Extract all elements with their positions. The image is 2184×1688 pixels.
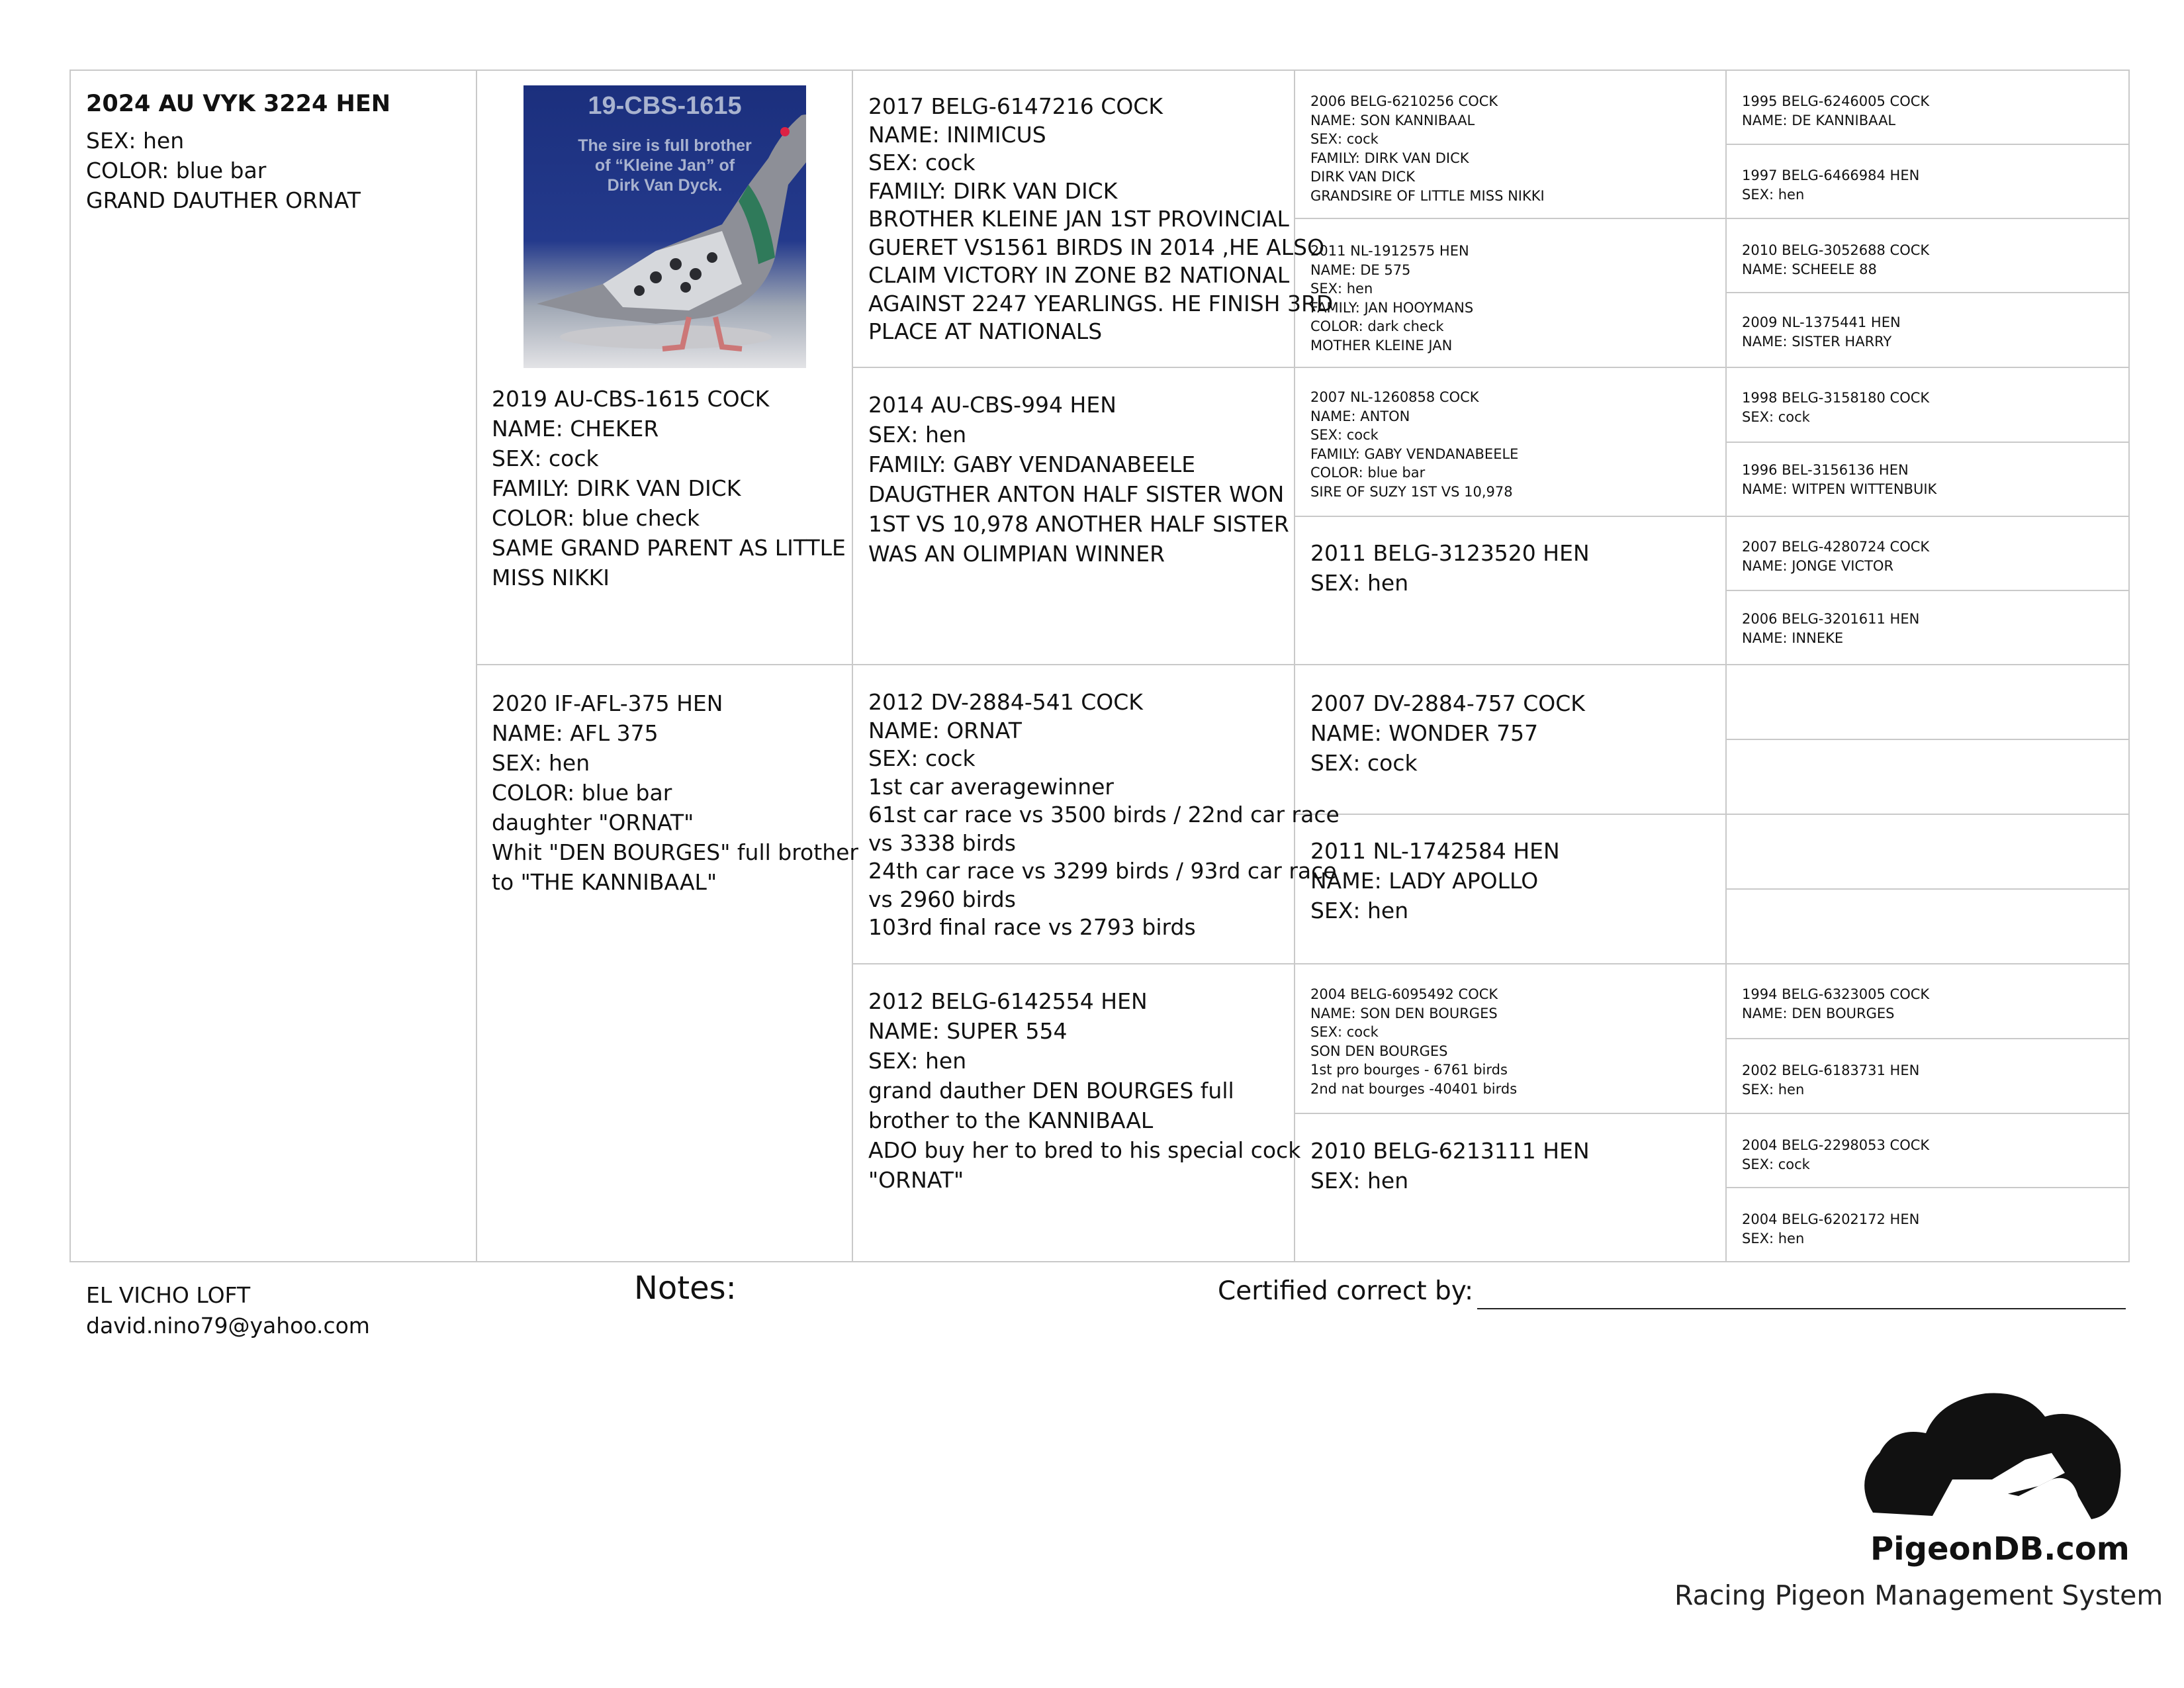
photo-caption: The sire is full brother of “Kleine Jan” of Dirk Van Dyck.: [578, 136, 752, 195]
gen4-text: 2007 BELG-4280724 COCK NAME: JONGE VICTOR: [1742, 539, 1930, 574]
gen4-text: 2009 NL-1375441 HEN NAME: SISTER HARRY: [1742, 314, 1901, 350]
gen4-cell: [1725, 739, 2130, 815]
logo-title: PigeonDB.com: [1870, 1530, 2130, 1568]
granddam-paternal-text: 2014 AU-CBS-994 HEN SEX: hen FAMILY: GABY VENDANABEELE DAUGTHER ANTON HALF SISTER WON 1ST VS 10,978 ANOTHER HALF SISTER WAS AN OLIMPIAN WINNER: [868, 392, 1289, 567]
gen4-text: 2006 BELG-3201611 HEN NAME: INNEKE: [1742, 611, 1920, 646]
pigeon-illustration: [523, 85, 806, 368]
sire-text: 2019 AU-CBS-1615 COCK NAME: CHEKER SEX: cock FAMILY: DIRK VAN DICK COLOR: blue check SAME GRAND PARENT AS LITTLE MISS NIKKI: [492, 386, 846, 590]
pigeondb-logo-icon: [1853, 1380, 2131, 1546]
signature-line: [1477, 1308, 2126, 1309]
gen4-text: 1997 BELG-6466984 HEN SEX: hen: [1742, 167, 1920, 203]
grandsire-paternal-text: 2017 BELG-6147216 COCK NAME: INIMICUS SEX: cock FAMILY: DIRK VAN DICK BROTHER KLEINE JAN 1ST PROVINCIAL GUERET VS1561 BIRDS IN 2014 ,HE ALSO CLAIM VICTORY IN ZONE B2 NATIONAL AGAINST 2247 YEARLINGS. HE FINISH 3RD PLACE AT NATIONALS: [868, 93, 1334, 344]
dam-text: 2020 IF-AFL-375 HEN NAME: AFL 375 SEX: hen COLOR: blue bar daughter "ORNAT" Whit "DEN BOURGES" full brother to "THE KANNIBAAL": [492, 690, 858, 895]
gen3-text: 2006 BELG-6210256 COCK NAME: SON KANNIBAAL SEX: cock FAMILY: DIRK VAN DICK DIRK VAN DICK GRANDSIRE OF LITTLE MISS NIKKI: [1310, 93, 1545, 204]
gen4-text: 2004 BELG-2298053 COCK SEX: cock: [1742, 1137, 1930, 1172]
granddam-maternal-text: 2012 BELG-6142554 HEN NAME: SUPER 554 SEX: hen grand dauther DEN BOURGES full brother to the KANNIBAAL ADO buy her to bred to his special cock "ORNAT": [868, 988, 1301, 1193]
subject-cell: [69, 70, 477, 1262]
gen4-cell: [1725, 814, 2130, 890]
gen4-text: 2010 BELG-3052688 COCK NAME: SCHEELE 88: [1742, 242, 1930, 277]
gen4-text: 1995 BELG-6246005 COCK NAME: DE KANNIBAAL: [1742, 93, 1930, 128]
gen4-text: 1994 BELG-6323005 COCK NAME: DEN BOURGES: [1742, 986, 1930, 1021]
gen3-text: 2004 BELG-6095492 COCK NAME: SON DEN BOURGES SEX: cock SON DEN BOURGES 1st pro bourges - 6761 birds 2nd nat bourges -40401 birds: [1310, 986, 1518, 1097]
gen4-text: 1996 BEL-3156136 HEN NAME: WITPEN WITTENBUIK: [1742, 462, 1937, 497]
loft-name: EL VICHO LOFT: [86, 1282, 251, 1308]
subject-title: 2024 AU VYK 3224 HEN: [86, 91, 391, 117]
photo-band-caption: 19-CBS-1615: [588, 92, 742, 120]
gen4-cell: [1725, 664, 2130, 740]
gen3-text: 2011 BELG-3123520 HEN SEX: hen: [1310, 540, 1590, 596]
loft-email[interactable]: david.nino79@yahoo.com: [86, 1313, 370, 1338]
certified-label: Certified correct by:: [1218, 1276, 1474, 1306]
gen3-text: 2011 NL-1912575 HEN NAME: DE 575 SEX: hen FAMILY: JAN HOOYMANS COLOR: dark check MOTHER KLEINE JAN: [1310, 243, 1474, 353]
gen4-text: 2002 BELG-6183731 HEN SEX: hen: [1742, 1062, 1920, 1098]
gen3-text: 2010 BELG-6213111 HEN SEX: hen: [1310, 1138, 1590, 1194]
gen3-text: 2011 NL-1742584 HEN NAME: LADY APOLLO SEX: hen: [1310, 838, 1560, 923]
gen4-text: 2004 BELG-6202172 HEN SEX: hen: [1742, 1211, 1920, 1246]
gen3-text: 2007 NL-1260858 COCK NAME: ANTON SEX: cock FAMILY: GABY VENDANABEELE COLOR: blue bar SIRE OF SUZY 1ST VS 10,978: [1310, 389, 1519, 500]
grandsire-maternal-text: 2012 DV-2884-541 COCK NAME: ORNAT SEX: cock 1st car averagewinner 61st car race vs 3500 birds / 22nd car race vs 3338 birds 24th car race vs 3299 birds / 93rd car race vs 2960 birds 103rd final race vs 2793 birds: [868, 689, 1340, 940]
subject-details: SEX: hen COLOR: blue bar GRAND DAUTHER ORNAT: [86, 128, 361, 213]
gen4-text: 1998 BELG-3158180 COCK SEX: cock: [1742, 390, 1930, 425]
gen4-cell: [1725, 888, 2130, 964]
notes-label: Notes:: [634, 1270, 737, 1307]
logo-subtitle: Racing Pigeon Management System: [1674, 1579, 2163, 1611]
pigeon-photo: [523, 85, 806, 368]
gen3-text: 2007 DV-2884-757 COCK NAME: WONDER 757 SEX: cock: [1310, 690, 1585, 776]
